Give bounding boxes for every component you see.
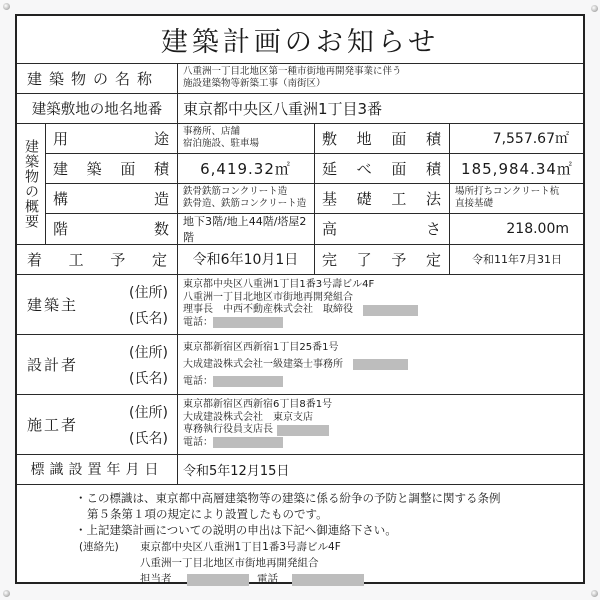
contractor-address: 東京都新宿区西新宿6丁目8番1号 — [183, 399, 333, 410]
floors-value: 地下3階/地上44階/塔屋2階 — [183, 214, 307, 244]
building-name-line: 施設建築物等新築工事（南街区） — [183, 78, 326, 89]
contractor-address-label: (住所) — [129, 405, 168, 421]
redacted-person — [187, 574, 249, 586]
site-area-value: 7,557.67㎡ — [492, 131, 569, 147]
screw — [3, 3, 10, 10]
redacted-phone — [213, 317, 283, 328]
contractor-label: 施工者 — [27, 415, 79, 434]
completion-label: 完 了 予 定 — [322, 250, 441, 269]
total-floor-area-label: 延 べ 面 積 — [322, 159, 441, 178]
redacted-name — [353, 359, 408, 370]
screw — [591, 5, 598, 12]
owner-label: 建築主 — [27, 295, 79, 314]
divider — [17, 484, 583, 485]
contractor-info — [177, 394, 585, 454]
contact-phone-label: 電話 — [257, 573, 278, 585]
contact-label: (連絡先) — [79, 541, 119, 553]
contractor-phone-label: 電話： — [183, 436, 213, 448]
structure-label: 構 造 — [53, 189, 169, 208]
owner-phone — [183, 317, 283, 330]
building-area-value: 6,419.32㎡ — [200, 159, 291, 178]
start-value: 令和6年10月1日 — [192, 252, 299, 268]
screw — [591, 590, 598, 597]
redacted-name — [363, 305, 418, 316]
building-name-label: 建築物の名称 — [27, 69, 160, 88]
foundation-label: 基 礎 工 法 — [322, 189, 441, 208]
building-name-line: 八重洲一丁目北地区第一種市街地再開発事業に伴う — [183, 66, 402, 77]
owner-address: 東京都中央区八重洲1丁目1番3号壽ビル4F — [183, 279, 375, 290]
start-label: 着 工 予 定 — [27, 250, 167, 269]
site-area-label: 敷 地 面 積 — [322, 129, 441, 148]
foundation-value — [449, 183, 585, 213]
height-label: 高 さ — [322, 220, 441, 238]
foundation-line: 直接基礎 — [455, 198, 494, 209]
designer-org-text: 大成建設株式会社一級建築士事務所 — [183, 358, 343, 370]
floors-label: 階 数 — [53, 220, 169, 238]
contact-person-label: 担当者 — [140, 573, 172, 585]
owner-org: 八重洲一丁目北地区市街地再開発組合 — [183, 291, 353, 303]
site-address-label: 建築敷地の地名地番 — [31, 101, 163, 118]
note-line: 第５条第１項の規定により設置したものです。 — [87, 507, 328, 521]
owner-representative-text: 理事長 中西不動産株式会社 取締役 — [183, 304, 353, 315]
contractor-phone — [183, 437, 283, 450]
structure-value — [177, 183, 314, 213]
contractor-org: 大成建設株式会社 東京支店 — [183, 411, 313, 423]
designer-info — [177, 334, 585, 394]
contractor-representative — [183, 424, 329, 437]
construction-notice-board — [15, 14, 585, 584]
note-line: ・この標識は、東京都中高層建築物等の建築に係る紛争の予防と調整に関する条例 — [75, 491, 501, 505]
owner-phone-label: 電話： — [183, 316, 213, 328]
redacted-phone — [292, 574, 364, 586]
contractor-name-label: (氏名) — [129, 431, 168, 447]
completion-value: 令和11年7月31日 — [472, 253, 562, 266]
designer-address: 東京都新宿区西新宿1丁目25番1号 — [183, 341, 339, 353]
building-area-label: 建 築 面 積 — [53, 159, 169, 178]
redacted-phone — [213, 437, 283, 448]
use-line: 事務所、店舗 — [183, 126, 241, 137]
screw — [3, 590, 10, 597]
designer-address-label: (住所) — [129, 345, 168, 361]
designer-phone — [183, 373, 283, 390]
notice-title: 建築計画のお知らせ — [160, 27, 440, 58]
contact-address: 東京都中央区八重洲1丁目1番3号壽ビル4F — [140, 541, 341, 553]
designer-phone-label: 電話： — [183, 375, 213, 387]
structure-line: 鉄骨鉄筋コンクリート造 — [183, 186, 288, 197]
foundation-line: 場所打ちコンクリート杭 — [455, 186, 560, 197]
total-floor-area-value: 185,984.34㎡ — [461, 159, 573, 178]
designer-name-label: (氏名) — [129, 371, 168, 387]
designer-org — [183, 356, 408, 373]
structure-line: 鉄骨造、鉄筋コンクリート造 — [183, 198, 307, 209]
redacted-name — [277, 425, 329, 436]
use-line: 宿泊施設、駐車場 — [183, 138, 260, 149]
site-address-value: 東京都中央区八重洲1丁目3番 — [183, 99, 383, 118]
contractor-representative-text: 専務執行役員支店長 — [183, 424, 273, 435]
building-name-value — [177, 63, 585, 93]
designer-label: 設計者 — [27, 355, 79, 374]
redacted-phone — [213, 376, 283, 387]
sign-date-value: 令和5年12月15日 — [183, 463, 290, 479]
use-value — [177, 123, 314, 153]
height-value: 218.00m — [506, 220, 569, 237]
note-line: ・上記建築計画についての説明の申出は下記へ御連絡下さい。 — [75, 523, 397, 537]
contact-org: 八重洲一丁目北地区市街地再開発組合 — [140, 557, 319, 569]
sign-date-label: 標識設置年月日 — [30, 462, 164, 478]
owner-representative — [183, 304, 418, 317]
notes-section — [17, 486, 583, 585]
use-label: 用 途 — [53, 129, 169, 148]
owner-info — [177, 274, 585, 334]
owner-address-label: (住所) — [129, 285, 168, 301]
owner-name-label: (氏名) — [129, 311, 168, 327]
overview-group-label: 建築物の概要 — [23, 138, 39, 229]
